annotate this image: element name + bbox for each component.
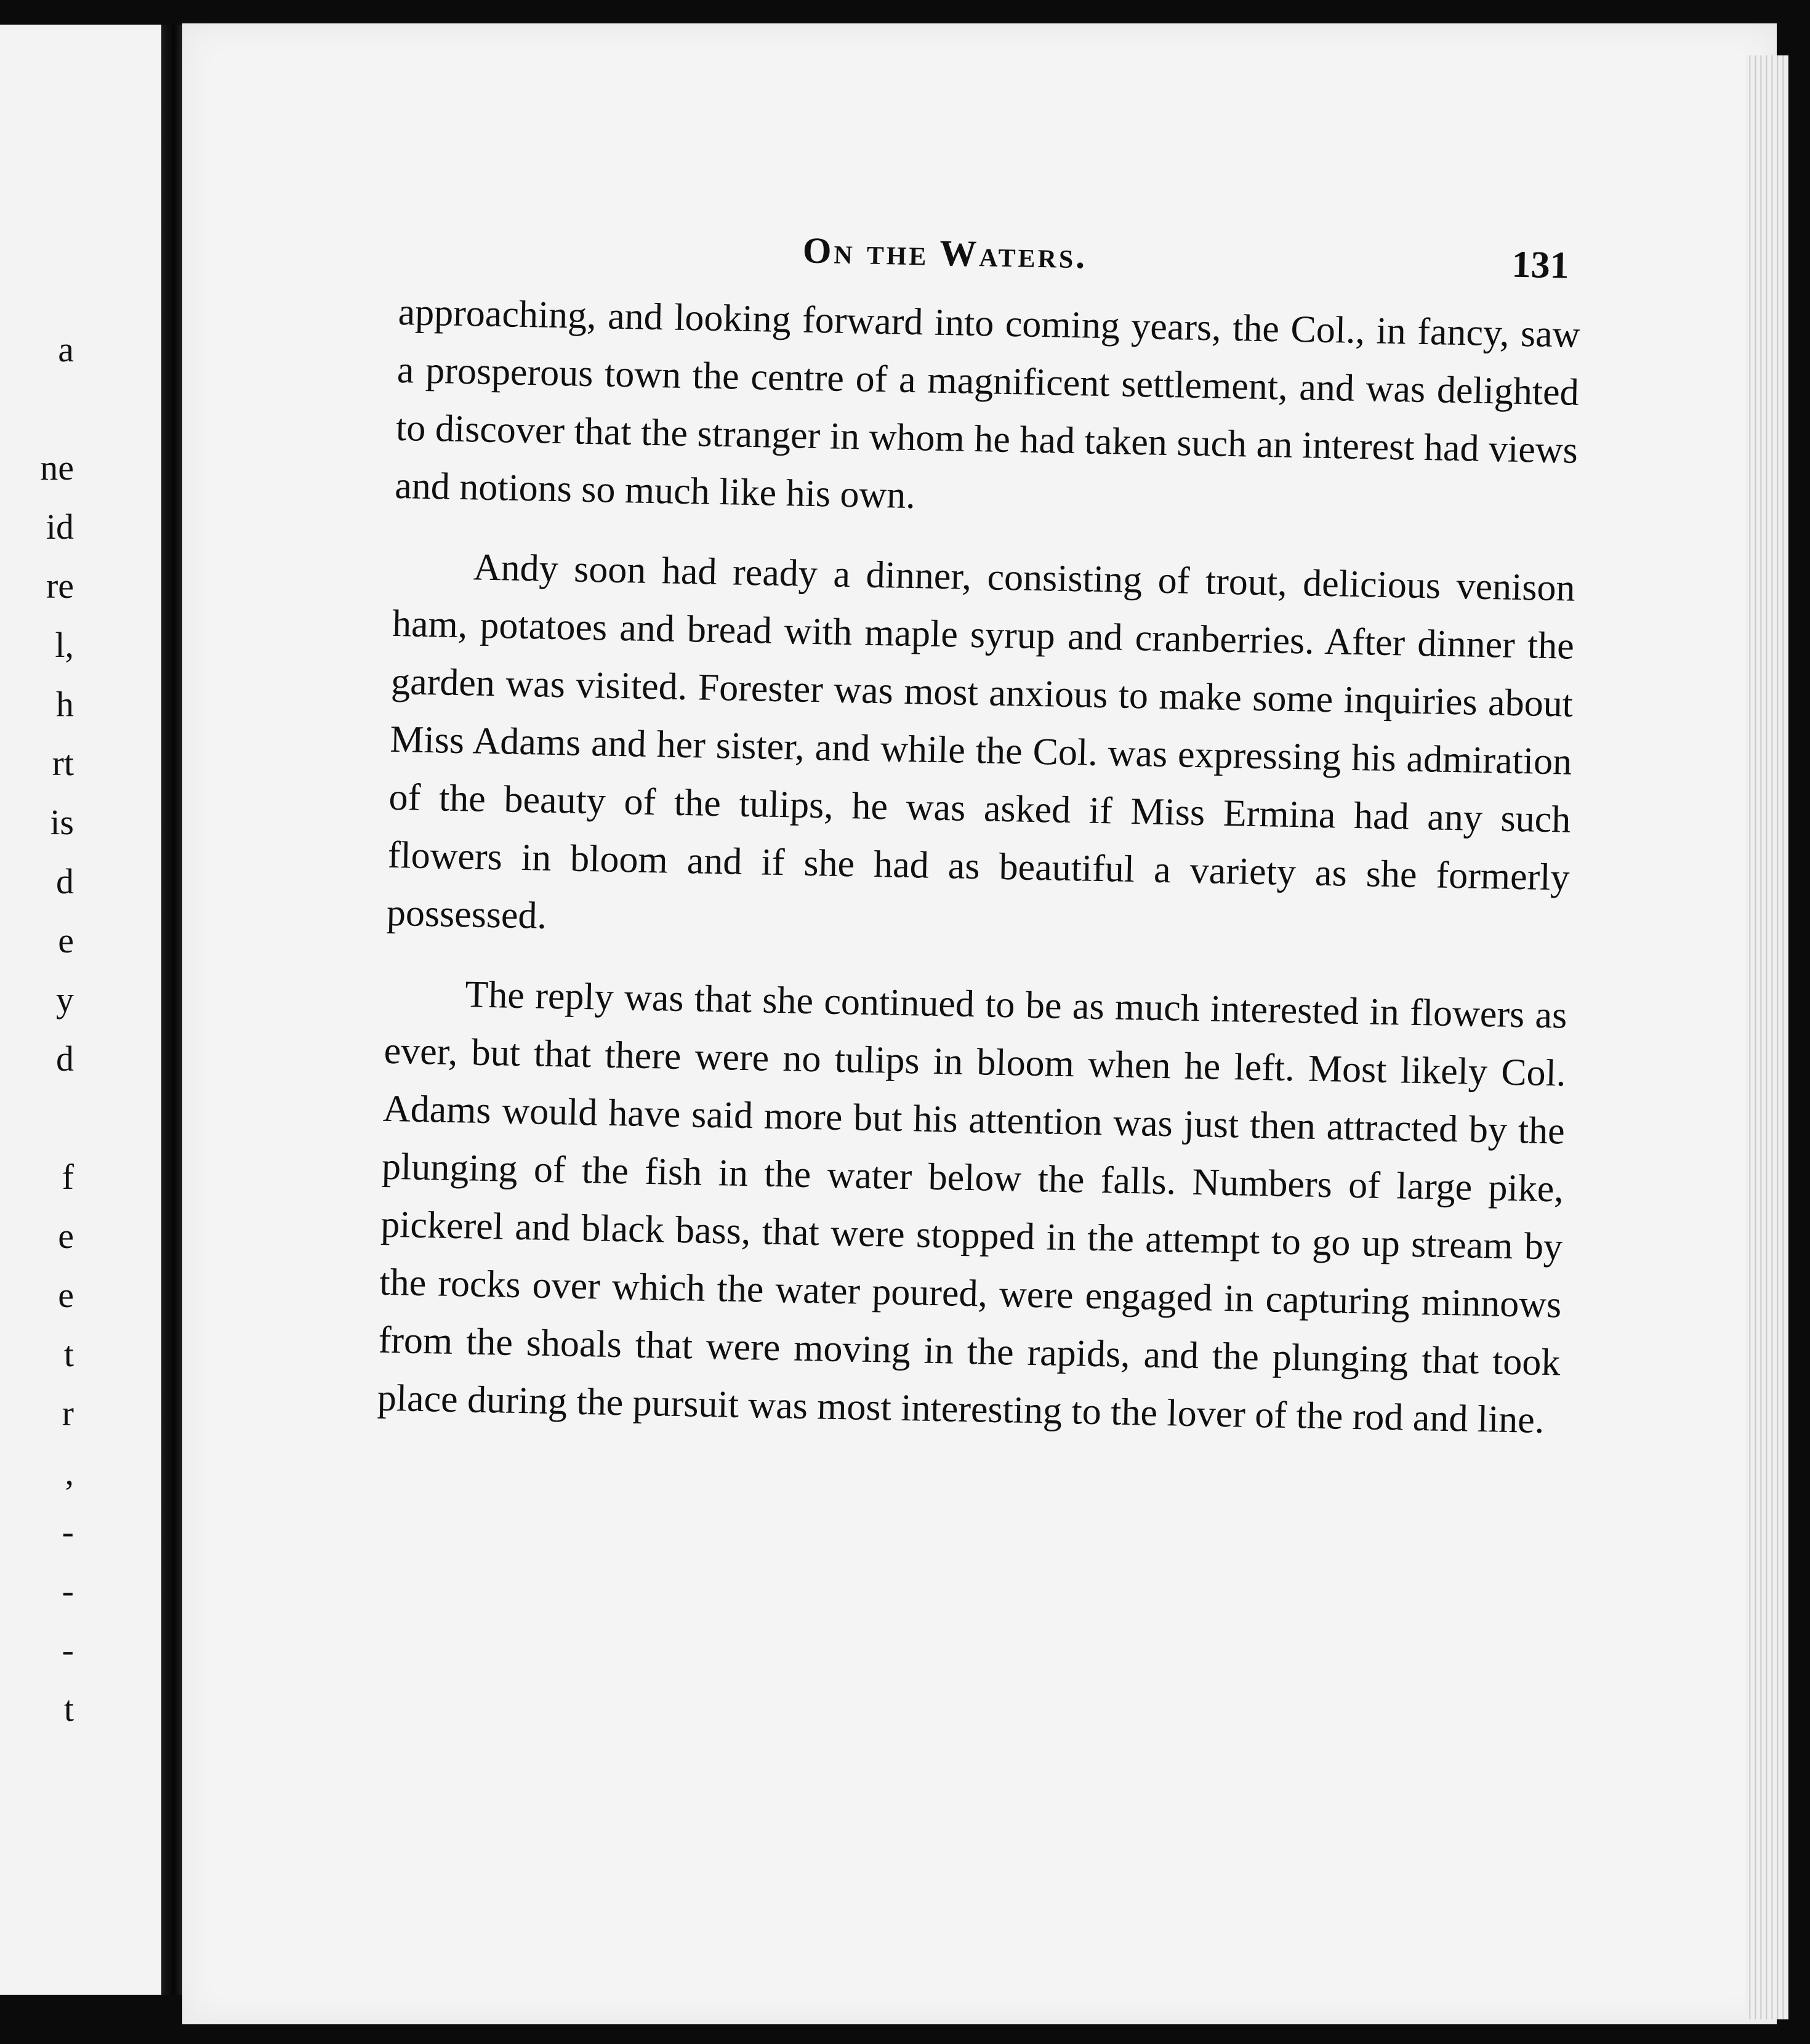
left-fragment-line: d [56,861,74,901]
left-fragment-line [0,1088,74,1148]
left-fragment-line: e [58,920,74,960]
left-fragment-line: e [58,1216,74,1256]
left-fragment-line: - [62,1511,74,1551]
left-fragment-line: t [63,1334,74,1374]
left-fragment-line: e [58,1275,74,1315]
page-number: 131 [1511,243,1570,287]
left-fragment-line: id [46,507,74,547]
left-fragment-line: - [62,1571,74,1611]
left-fragment-line: l, [55,625,74,665]
left-fragment-line: - [62,1630,74,1670]
paragraph-3: The reply was that she continued to be as much interested in flowers as ever, but that there were no tulips in bloom when he left. Most likely Col. Adams would have said more but his attention was just then attracted by the plunging of the fish in the water below the falls. Numbers of large pike, pickerel and black bass, that were stopped in the attempt to go up stream by the rocks over which the water poured, were engaged in capturing minnows from the shoals that were moving in the rapids, and the plunging that took place during the pursuit was most interesting to the lover of the rod and line. [377,973,1567,1442]
left-fragment-line [0,379,74,438]
left-fragment-line: is [50,802,74,842]
left-fragment-line: r [62,1393,74,1433]
left-fragment-line: d [56,1039,74,1079]
running-title: On the Waters. [802,230,1088,276]
left-fragment-line: a [58,329,74,369]
left-page-text-fragments [0,320,79,1739]
left-fragment-line: ne [40,448,74,488]
left-fragment-line: rt [52,743,74,783]
page-edges [1745,55,1788,2019]
left-fragment-line: , [65,1452,74,1492]
left-fragment-line: h [56,684,74,724]
book-gutter [161,25,182,1995]
page-text-block [376,209,1582,1471]
paragraph-1: approaching, and looking forward into coming years, the Col., in fancy, saw a prosperous town the centre of a magnificent settlement, and was delighted to discover that the stranger in whom he had taken such an interest had views and notions so much like his own. [394,291,1581,517]
paragraph-2: Andy soon had ready a dinner, consisting of trout, delicious venison ham, potatoes and bread with maple syrup and cranberries. After dinner the garden was visited. Forester was most anxious to make some inquiries about Miss Adams and her sister, and while the Col. was expressing his admiration of the beauty of the tulips, he was asked if Miss Ermina had any such flowers in bloom and if she had as beautiful a variety as she formerly possessed. [386,546,1576,937]
left-fragment-line: f [62,1157,74,1197]
left-fragment-line: t [63,1689,74,1729]
left-fragment-line: re [46,566,74,606]
left-fragment-line: y [56,980,74,1020]
